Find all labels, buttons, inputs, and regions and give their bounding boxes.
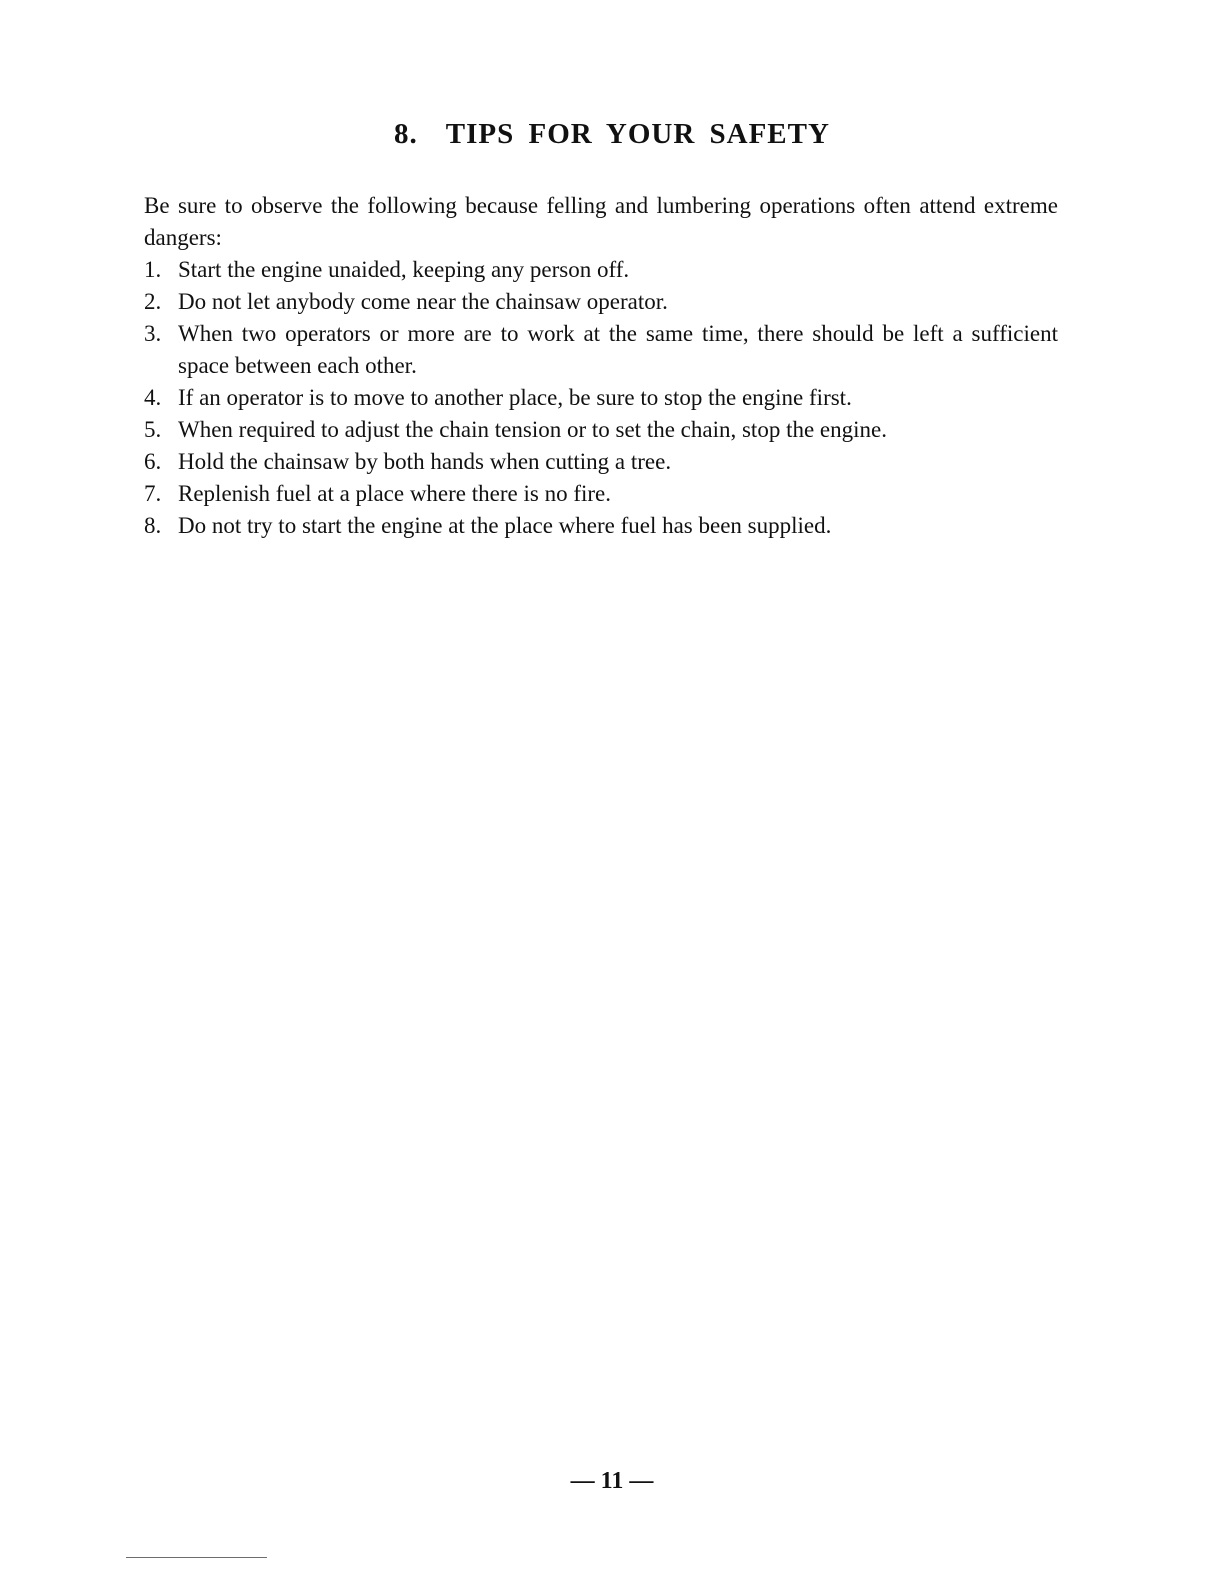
list-item-number: 4. bbox=[144, 385, 162, 410]
list-item bbox=[144, 510, 1058, 542]
footer-rule bbox=[126, 1557, 267, 1558]
list-item-number: 3. bbox=[144, 321, 162, 346]
list-item-number: 6. bbox=[144, 449, 162, 474]
list-item bbox=[144, 382, 1058, 414]
section-body bbox=[144, 190, 1058, 542]
list-item bbox=[144, 414, 1058, 446]
list-item-number: 2. bbox=[144, 289, 162, 314]
list-item-text: Do not let anybody come near the chainsaw operator. bbox=[178, 289, 668, 314]
safety-tips-list bbox=[144, 254, 1058, 542]
list-item-number: 5. bbox=[144, 417, 162, 442]
section-title: TIPS FOR YOUR SAFETY bbox=[445, 118, 830, 150]
list-item-text: When required to adjust the chain tension or to set the chain, stop the engine. bbox=[178, 417, 887, 442]
list-item-number: 7. bbox=[144, 481, 162, 506]
list-item bbox=[144, 318, 1058, 382]
list-item-text: Do not try to start the engine at the place where fuel has been supplied. bbox=[178, 513, 832, 538]
list-item bbox=[144, 446, 1058, 478]
section-heading bbox=[0, 118, 1224, 151]
list-item-text: Hold the chainsaw by both hands when cutting a tree. bbox=[178, 449, 672, 474]
list-item-text: Start the engine unaided, keeping any person off. bbox=[178, 257, 630, 282]
list-item bbox=[144, 286, 1058, 318]
list-item-text: If an operator is to move to another place, be sure to stop the engine first. bbox=[178, 385, 852, 410]
list-item-text: Replenish fuel at a place where there is no fire. bbox=[178, 481, 611, 506]
intro-paragraph: Be sure to observe the following because felling and lumbering operations often attend extreme dangers: bbox=[144, 193, 1058, 250]
list-item-text: When two operators or more are to work at the same time, there should be left a sufficient space between each other. bbox=[178, 321, 1058, 378]
list-item bbox=[144, 478, 1058, 510]
list-item-number: 8. bbox=[144, 513, 162, 538]
page-number: — 11 — bbox=[570, 1468, 654, 1494]
section-number: 8. bbox=[394, 118, 418, 150]
list-item-number: 1. bbox=[144, 257, 162, 282]
list-item bbox=[144, 254, 1058, 286]
